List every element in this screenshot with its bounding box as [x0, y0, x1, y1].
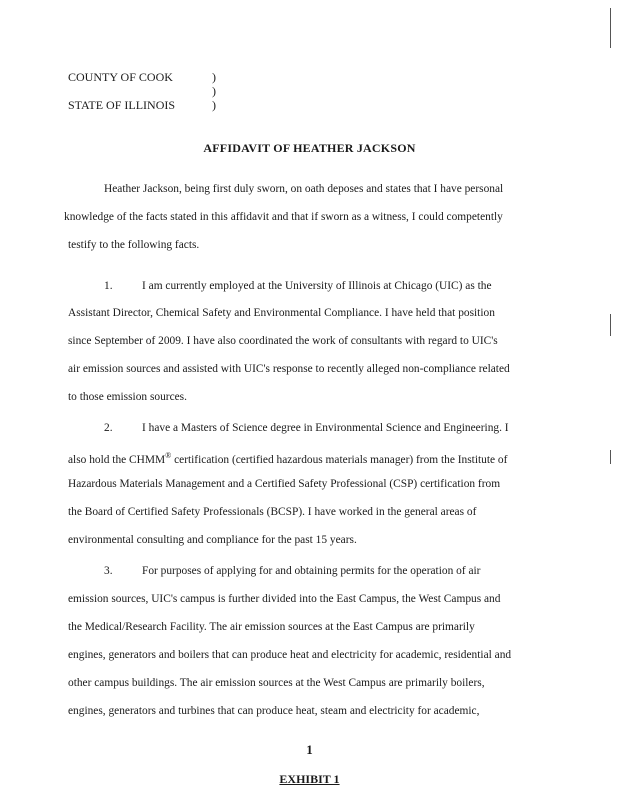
paragraph-line: For purposes of applying for and obtaining permits for the operation of air: [142, 565, 481, 577]
paragraph-line: the Medical/Research Facility. The air emission sources at the East Campus are primarily: [68, 621, 475, 633]
caption-paren-3: ): [212, 98, 216, 112]
paragraph-line: the Board of Certified Safety Professionals (BCSP). I have worked in the general areas of: [68, 506, 477, 518]
exhibit-label: [0, 772, 619, 787]
caption-state: STATE OF ILLINOIS: [68, 98, 176, 112]
exhibit-text: EXHIBIT 1: [279, 772, 340, 786]
paragraph-number: 2.: [104, 422, 113, 434]
chmm-text-cont: certification (certified hazardous materials manager) from the Institute of: [174, 454, 508, 466]
scan-edge-mark-lower: [610, 450, 611, 464]
registered-mark: ®: [165, 451, 172, 460]
paragraph-line: since September of 2009. I have also coordinated the work of consultants with regard to UIC's: [68, 335, 498, 347]
paragraph-line: environmental consulting and compliance for the past 15 years.: [68, 534, 357, 546]
document-title: AFFIDAVIT OF HEATHER JACKSON: [203, 141, 416, 155]
intro-line: Heather Jackson, being first duly sworn, on oath deposes and states that I have personal: [104, 183, 504, 195]
paragraph-line: I have a Masters of Science degree in Environmental Science and Engineering. I: [142, 422, 509, 434]
paragraph-line: Assistant Director, Chemical Safety and Environmental Compliance. I have held that position: [68, 307, 495, 319]
caption-paren-1: ): [212, 70, 216, 84]
paragraph-number: 1.: [104, 280, 113, 292]
paragraph-line: [68, 449, 507, 467]
paragraph-number: 3.: [104, 565, 113, 577]
paragraph-line: I am currently employed at the University of Illinois at Chicago (UIC) as the: [142, 280, 492, 292]
paragraph-line: engines, generators and boilers that can produce heat and electricity for academic, residential and: [68, 649, 512, 661]
paragraph-line: to those emission sources.: [68, 391, 187, 403]
paragraph-line: emission sources, UIC's campus is further divided into the East Campus, the West Campus and: [68, 593, 501, 605]
paragraph-line: air emission sources and assisted with UIC's response to recently alleged non-compliance related: [68, 363, 510, 375]
scan-edge-mark-middle: [610, 314, 611, 336]
chmm-text: also hold the CHMM: [68, 454, 166, 466]
caption-paren-2: ): [212, 84, 216, 98]
paragraph-line: engines, generators and turbines that can produce heat, steam and electricity for academic,: [68, 705, 480, 717]
scan-edge-mark-top: [610, 8, 611, 48]
intro-line: testify to the following facts.: [68, 239, 200, 251]
page-number: 1: [306, 742, 313, 757]
paragraph-line: Hazardous Materials Management and a Certified Safety Professional (CSP) certification from: [68, 478, 501, 490]
caption-county: COUNTY OF COOK: [68, 70, 173, 84]
paragraph-line: other campus buildings. The air emission sources at the West Campus are primarily boilers,: [68, 677, 485, 689]
intro-line: knowledge of the facts stated in this affidavit and that if sworn as a witness, I could competently: [64, 211, 503, 223]
